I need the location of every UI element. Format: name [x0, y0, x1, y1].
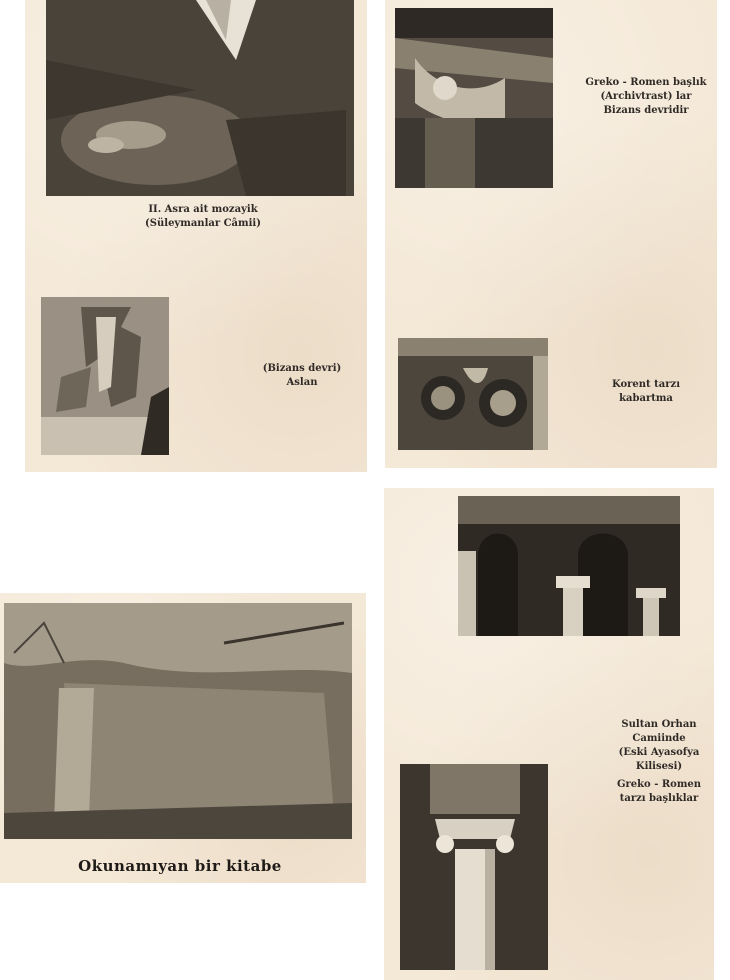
ionic-capital-photo [400, 764, 548, 970]
mosaic-caption-line2: (Süleymanlar Câmii) [145, 218, 261, 229]
inscription-caption: Okunamıyan bir kitabe [78, 857, 282, 875]
inscription-photo [4, 603, 352, 839]
lion-relief-photo [41, 297, 169, 455]
sultan-orhan-caption-line6: tarzı başlıklar [619, 793, 699, 804]
mosaic-lion-panel [25, 0, 367, 472]
greco-roman-capital-caption [581, 76, 711, 118]
mosaic-caption [103, 203, 303, 231]
lion-caption [237, 362, 367, 390]
lion-caption-line1: (Bizans devri) [262, 363, 342, 374]
sultan-orhan-caption-line4: Kilisesi) [635, 761, 683, 772]
sultan-orhan-panel [384, 488, 714, 980]
sultan-orhan-caption-line1: Sultan Orhan [621, 719, 697, 730]
corinthian-caption-line1: Korent tarzı [612, 379, 680, 390]
corinthian-caption-line2: kabartma [619, 393, 673, 404]
sultan-orhan-caption [606, 718, 712, 806]
lion-caption-line2: Aslan [286, 377, 318, 388]
mosaic-photo [46, 0, 354, 196]
greco-roman-capital-photo [395, 8, 553, 188]
sultan-orhan-caption-line5: Greko - Romen [616, 779, 702, 790]
inscription-panel [0, 593, 366, 883]
greco-roman-capital-caption-line3: Bizans devridir [603, 105, 689, 116]
corinthian-caption [581, 378, 711, 406]
sultan-orhan-caption-line3: (Eski Ayasofya [618, 747, 700, 758]
mosque-arches-photo [458, 496, 680, 636]
corinthian-relief-photo [398, 338, 548, 450]
sultan-orhan-caption-line2: Camiinde [632, 733, 686, 744]
greco-roman-capital-caption-line1: Greko - Romen başlık [585, 77, 707, 88]
mosaic-caption-line1: II. Asra ait mozayik [148, 204, 258, 215]
capital-corinthian-panel [385, 0, 717, 468]
greco-roman-capital-caption-line2: (Archivtrast) lar [600, 91, 692, 102]
